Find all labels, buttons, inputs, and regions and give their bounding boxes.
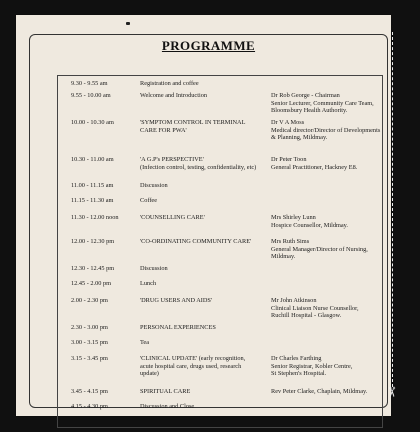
session-title [140,324,264,332]
session-title-line: Tea [140,339,149,346]
session-time: 3.45 - 4.15 pm [71,388,108,395]
session-title [140,80,264,88]
speaker-line: Senior Registrar, Kobler Centre, [271,362,353,370]
session-title-line: 'SYMPTOM CONTROL IN TERMINAL [140,119,246,126]
session-time: 12.45 - 2.00 pm [71,280,112,287]
session-title-line: Discussion [140,265,168,272]
cut-dashed-line [392,32,393,387]
session-title [140,265,264,273]
session-time: 3.00 - 3.15 pm [71,339,108,346]
session-title-line: 'CLINICAL UPDATE' (early recognition, [140,355,246,362]
speaker-line: St Stephen's Hospital. [271,370,327,378]
speaker-line: & Planning, Mildmay. [271,134,328,142]
session-title-line: 'A G.P's PERSPECTIVE' [140,156,204,163]
session-time: 2.00 - 2.30 pm [71,297,108,304]
session-title-line: acute hospital care, drugs used, research [140,362,242,370]
speaker-line: Dr Peter Toon [271,156,307,163]
session-title [140,388,264,396]
session-title [140,92,264,100]
session-title-line: Discussion and Close [140,403,195,410]
session-time: 3.15 - 3.45 pm [71,355,108,362]
session-title-line: Coffee [140,197,158,204]
speaker-line: Mrs Ruth Sims [271,238,310,245]
programme-title: PROGRAMME [161,38,256,53]
speaker-line: Rev Peter Clarke, Chaplain, Mildmay. [271,388,368,395]
session-time: 11.30 - 12.00 noon [71,214,119,221]
speaker-line: Mildmay. [271,253,296,261]
session-time: 12.30 - 12.45 pm [71,265,115,272]
session-speaker [271,388,384,396]
session-time: 10.00 - 10.30 am [71,119,114,126]
session-speaker [271,214,384,229]
session-title [140,156,264,171]
session-title-line: 'COUNSELLING CARE' [140,214,205,221]
session-title-line: PERSONAL EXPERIENCES [140,324,216,331]
speaker-line: Ruchill Hospital - Glasgow. [271,312,342,320]
session-title [140,119,264,134]
session-time: 11.00 - 11.15 am [71,182,114,189]
session-time: 11.15 - 11.30 am [71,197,114,204]
session-title [140,280,264,288]
scissors-icon: ✂ [382,386,399,398]
speaker-line: Dr Charles Farthing [271,355,322,362]
speaker-line: Mrs Shirley Lunn [271,214,316,221]
session-time: 4.15 - 4.30 pm [71,403,108,410]
session-title [140,238,264,246]
session-title [140,403,264,411]
session-speaker [271,156,384,171]
session-time: 9.55 - 10.00 am [71,92,111,99]
session-speaker [271,297,384,320]
speaker-line: Dr Rob George - Chairman [271,92,340,99]
speaker-line: Senior Lecturer, Community Care Team, [271,99,374,107]
session-title [140,214,264,222]
session-time: 12.00 - 12.30 pm [71,238,115,245]
session-title [140,297,264,305]
session-title-line: Registration and coffee [140,80,199,87]
speaker-line: Medical director/Director of Developments [271,126,381,134]
session-title-line: update) [140,370,159,378]
session-speaker [271,355,384,378]
speaker-line: Dr V A Moss [271,119,305,126]
session-title-line: 'DRUG USERS AND AIDS' [140,297,213,304]
session-time: 9.30 - 9.55 am [71,80,108,87]
outer-border-frame [29,34,388,408]
session-time: 10.30 - 11.00 am [71,156,114,163]
schedule-table [57,75,383,428]
session-title-line: Discussion [140,182,168,189]
speaker-line: Mr John Atkinson [271,297,317,304]
session-speaker [271,92,384,115]
programme-sheet [16,15,391,416]
session-title-line: CARE FOR PWA' [140,126,187,134]
session-title [140,197,264,205]
session-title-line: Lunch [140,280,157,287]
speaker-line: General Manager/Director of Nursing, [271,245,368,253]
session-time: 2.30 - 3.00 pm [71,324,108,331]
session-title-line: Welcome and Introduction [140,92,207,99]
session-title-line: (Infection control, testing, confidentiality, etc) [140,163,257,171]
speaker-line: Bloomsbury Health Authority. [271,107,348,115]
session-title [140,182,264,190]
speaker-line: General Practitioner, Hackney E8. [271,163,358,171]
speaker-line: Hospice Counsellor, Mildmay. [271,221,348,229]
session-title [140,339,264,347]
session-title [140,355,264,378]
speaker-line: Clinical Liaison Nurse Counsellor, [271,304,359,312]
session-speaker [271,238,384,261]
session-speaker [271,119,384,142]
session-title-line: SPIRITUAL CARE [140,388,191,395]
session-title-line: 'CO-ORDINATING COMMUNITY CARE' [140,238,252,245]
